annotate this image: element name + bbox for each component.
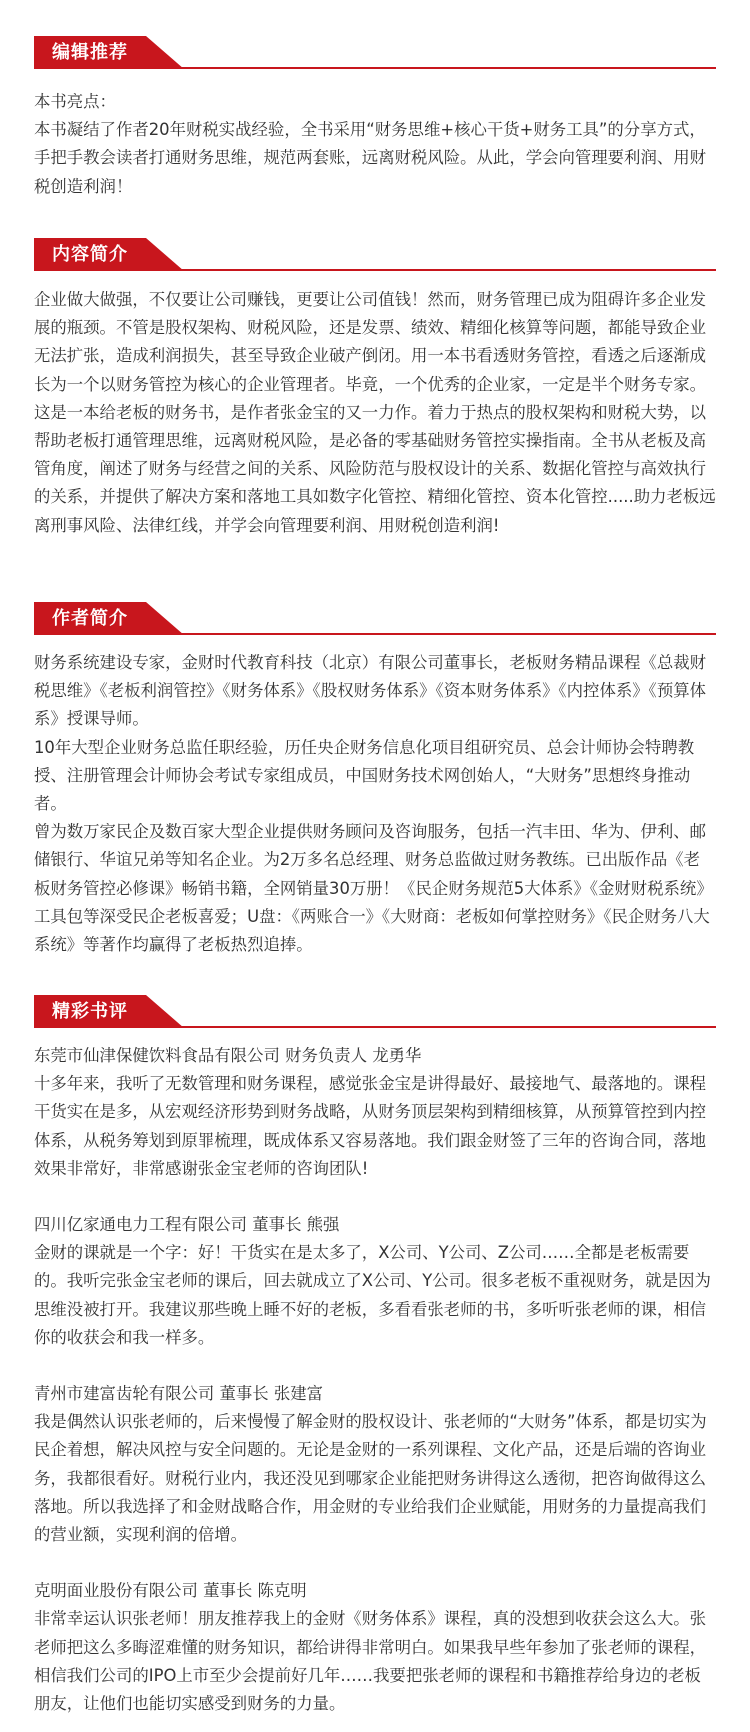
section-divider <box>34 67 716 69</box>
section-divider <box>34 1026 716 1028</box>
section-body <box>34 649 716 959</box>
review-text: 十多年来，我听了无数管理和财务课程，感觉张金宝是讲得最好、最接地气、最落地的。课程干货实在是多，从宏观经济形势到财务战略，从财务顶层架构到精细核算，从预算管控到内控体系，从税务筹划到原罪梳理，既成体系又容易落地。我们跟金财签了三年的咨询合同，落地效果非常好，非常感谢张金宝老师的咨询团队! <box>34 1074 707 1178</box>
section-title: 内容简介 <box>52 244 128 265</box>
reviewer-name: 四川亿家通电力工程有限公司 董事长 熊强 <box>34 1215 340 1235</box>
review-text: 非常幸运认识张老师！朋友推荐我上的金财《财务体系》课程，真的没想到收获会这么大。张老师把这么多晦涩难懂的财务知识，都给讲得非常明白。如果我早些年参加了张老师的课程，相信我们公司的IPO上市至少会提前好几年……我要把张老师的课程和书籍推荐给身边的老板朋友，让他们也能切实感受到财务的力量。 <box>34 1609 707 1714</box>
section-title: 精彩书评 <box>52 1001 128 1022</box>
review-item <box>34 1380 716 1549</box>
editor-recommend-section <box>34 36 716 201</box>
highlight-text: 本书凝结了作者20年财税实战经验，全书采用“财务思维+核心干货+财务工具”的分享方式，手把手教会读者打通财务思维，规范两套账，远离财税风险。从此，学会向管理要利润、用财税创造利润！ <box>34 120 707 196</box>
author-intro-section <box>34 602 716 959</box>
review-item <box>34 1042 716 1183</box>
section-body <box>34 286 716 540</box>
section-title: 编辑推荐 <box>52 42 128 63</box>
section-header <box>34 602 716 635</box>
reviews-section <box>34 995 716 1718</box>
review-item <box>34 1577 716 1718</box>
author-paragraph: 曾为数万家民企及数百家大型企业提供财务顾问及咨询服务，包括一汽丰田、华为、伊利、邮储银行、华谊兄弟等知名企业。为2万多名总经理、财务总监做过财务教练。已出版作品《老板财务管控必修课》畅销书籍，全网销量30万册！《民企财务规范5大体系》《金财财税系统》工具包等深受民企老板喜爱；U盘：《两账合一》《大财商：老板如何掌控财务》《民企财务八大系统》等著作均赢得了老板热烈追捧。 <box>34 822 713 955</box>
review-text: 金财的课就是一个字：好！干货实在是太多了，X公司、Y公司、Z公司……全都是老板需要的。我听完张金宝老师的课后，回去就成立了X公司、Y公司。很多老板不重视财务，就是因为思维没被打开。我建议那些晚上睡不好的老板，多看看张老师的书，多听听张老师的课，相信你的收获会和我一样多。 <box>34 1243 711 1347</box>
author-paragraph: 10年大型企业财务总监任职经验，历任央企财务信息化项目组研究员、总会计师协会特聘教授、注册管理会计师协会考试专家组成员，中国财务技术网创始人，“大财务”思想终身推动者。 <box>34 737 695 814</box>
section-title: 作者简介 <box>52 608 128 629</box>
content-summary-section <box>34 238 716 540</box>
section-divider <box>34 633 716 635</box>
reviewer-name: 克明面业股份有限公司 董事长 陈克明 <box>34 1581 307 1601</box>
section-header <box>34 995 716 1028</box>
summary-text: 企业做大做强，不仅要让公司赚钱，更要让公司值钱！然而，财务管理已成为阻碍许多企业发展的瓶颈。不管是股权架构、财税风险，还是发票、绩效、精细化核算等问题，都能导致企业无法扩张，造成利润损失，甚至导致企业破产倒闭。用一本书看透财务管控，看透之后逐渐成长为一个以财务管控为核心的企业管理者。毕竟，一个优秀的企业家，一定是半个财务专家。这是一本给老板的财务书，是作者张金宝的又一力作。着力于热点的股权架构和财税大势，以帮助老板打通管理思维，远离财税风险，是必备的零基础财务管控实操指南。全书从老板及高管角度，阐述了财务与经营之间的关系、风险防范与股权设计的关系、数据化管控与高效执行的关系，并提供了解决方案和落地工具如数字化管控、精细化管控、资本化管控.....助力老板远离刑事风险、法律红线，并学会向管理要利润、用财税创造利润! <box>34 290 716 535</box>
section-header <box>34 238 716 271</box>
section-header <box>34 36 716 69</box>
section-body <box>34 1042 716 1718</box>
author-paragraph: 财务系统建设专家，金财时代教育科技（北京）有限公司董事长，老板财务精品课程《总裁财税思维》《老板利润管控》《财务体系》《股权财务体系》《资本财务体系》《内控体系》《预算体系》授课导师。 <box>34 653 707 729</box>
section-body <box>34 88 716 201</box>
section-divider <box>34 269 716 271</box>
highlight-label: 本书亮点： <box>34 92 116 111</box>
reviewer-name: 青州市建富齿轮有限公司 董事长 张建富 <box>34 1384 324 1404</box>
review-text: 我是偶然认识张老师的，后来慢慢了解金财的股权设计、张老师的“大财务”体系，都是切实为民企着想，解决风控与安全问题的。无论是金财的一系列课程、文化产品，还是后端的咨询业务，我都很看好。财税行业内，我还没见到哪家企业能把财务讲得这么透彻，把咨询做得这么落地。所以我选择了和金财战略合作，用金财的专业给我们企业赋能，用财务的力量提高我们的营业额，实现利润的倍增。 <box>34 1412 707 1545</box>
review-item <box>34 1211 716 1352</box>
reviewer-name: 东莞市仙津保健饮料食品有限公司 财务负责人 龙勇华 <box>34 1046 422 1065</box>
